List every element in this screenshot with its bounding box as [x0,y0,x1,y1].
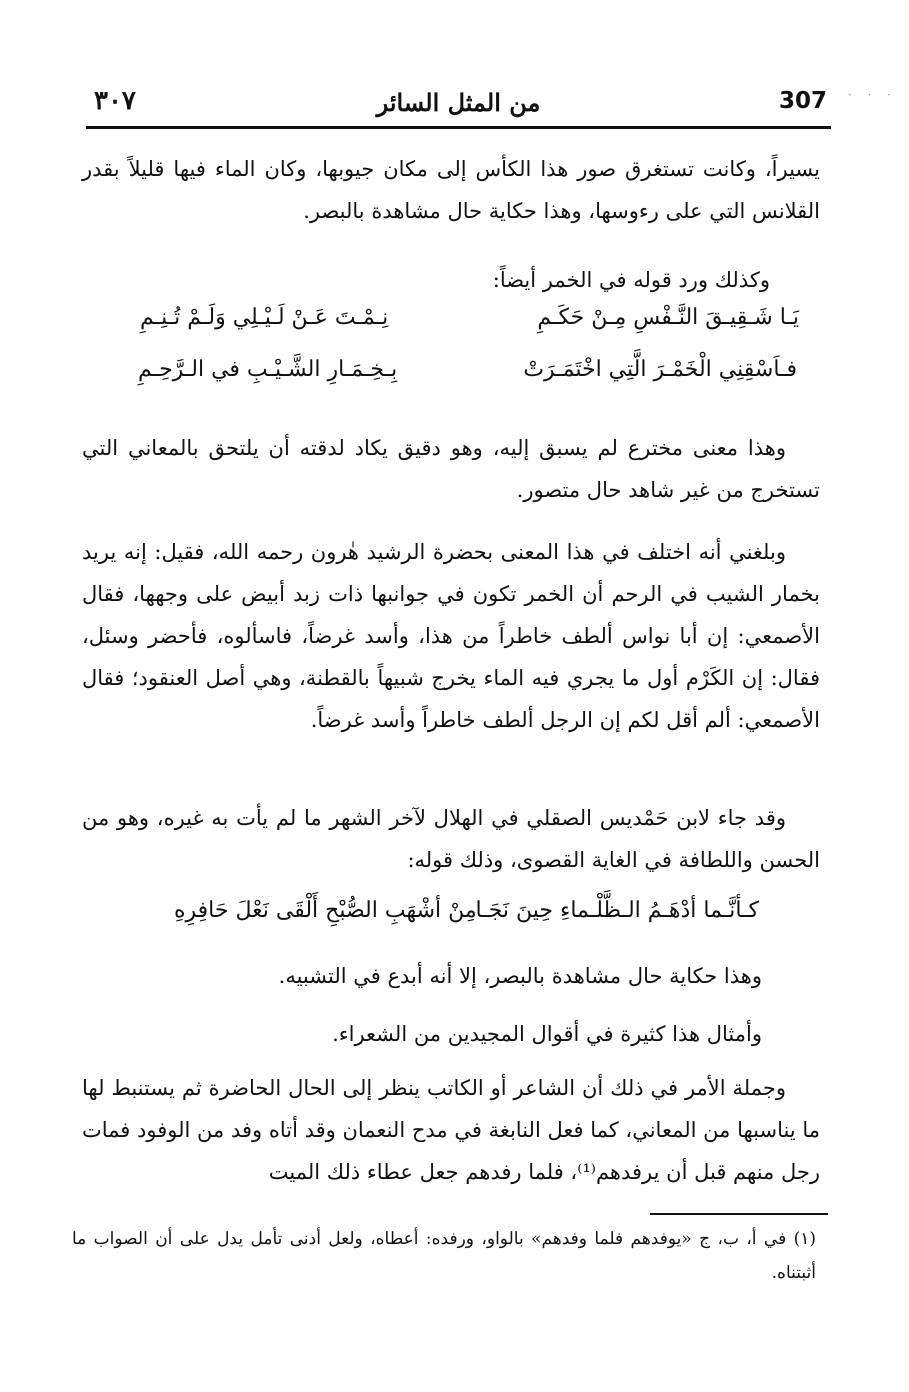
paragraph-1: يسيراً، وكانت تستغرق صور هذا الكأس إلى مكان جيوبها، وكان الماء فيها قليلاً بقدر القلانس التي على رءوسها، وهذا حكاية حال مشاهدة بالبصر. [82,157,820,223]
verse-1-second-hemistich: نِـمْـتَ عَـنْ لَـيْـلِي وَلَـمْ تُـنِـمِ [140,305,389,330]
paragraph-6: وهذا حكاية حال مشاهدة بالبصر، إلا أنه أبدع في التشبيه. [278,964,762,988]
verse-2-first-hemistich: فـاَسْقِنِي الْخَمْـرَ الَّتِي اخْتَمَـرَتْ [523,357,797,382]
paragraph-5: وقد جاء لابن حَمْديس الصقلي في الهلال لآخر الشهر ما لم يأت به غيره، وهو من الحسن واللطافة في الغاية القصوى، وذلك قوله: [82,806,820,872]
scan-speckle: · · · [847,88,897,102]
header-rule [86,126,831,129]
paragraph-8: وجملة الأمر في ذلك أن الشاعر أو الكاتب ينظر إلى الحال الحاضرة ثم يستنبط لها ما يناسبها من المعاني، كما فعل النابغة في مدح النعمان وقد أتاه وفد من الوفود فمات رجل منهم قبل أن يرفدهم⁽¹⁾، فلما رفدهم جعل عطاء ذلك الميت [82,1076,820,1184]
footnote-rule [650,1213,828,1215]
page-number: 307 [778,88,827,114]
paragraph-4: وبلغني أنه اختلف في هذا المعنى بحضرة الرشيد هٰرون رحمه الله، فقيل: إنه يريد بخمار الشيب في الرحم أن الخمر تكون في جوانبها ذات زبد أبيض على وجهها، فقال الأصمعي: إن أبا نواس ألطف خاطراً من هذا، وأسد غرضاً، فاسألوه، فأحضر وسئل، فقال: إن الكَرْم أول ما يجري فيه الماء يخرج شبيهاً بالقطنة، وهي أصل العنقود؛ فقال الأصمعي: ألم أقل لكم إن الرجل ألطف خاطراً وأسد غرضاً. [82,540,820,732]
running-title: من المثل السائر [376,88,541,117]
footnote: (١) في أ، ب، ج «يوفدهم فلما وفدهم» بالواو، ورفده: أعطاه، ولعل أدنى تأمل يدل على أن الصواب ما أثبتناه. [72,1229,816,1283]
paragraph-3: وهذا معنى مخترع لم يسبق إليه، وهو دقيق يكاد لدقته أن يلتحق بالمعاني التي تستخرج من غير شاهد حال متصور. [82,436,820,502]
paragraph-7: وأمثال هذا كثيرة في أقوال المجيدين من الشعراء. [332,1022,762,1046]
paragraph-2: وكذلك ورد قوله في الخمر أيضاً: [492,268,770,292]
page-header [86,86,831,130]
page-number-arabic: ٣٠٧ [94,86,136,116]
verse-2-second-hemistich: بِـخِـمَـارِ الشَّـيْـبِ في الـرَّحِـمِ [138,357,398,382]
verse-1-first-hemistich: يَـا شَـقِيـقَ النَّـفْسِ مِـنْ حَكَـمِ [537,305,799,330]
verse-3-second-hemistich: مِنْ أشْهَبِ الصُّبْحِ أَلْقَى نَعْلَ حَافِرِهِ [174,898,477,923]
verse-3-first-hemistich: كـأنَّـما أدْهَـمُ الـظَّلْـماءِ حِينَ نَجَـا [475,898,759,923]
